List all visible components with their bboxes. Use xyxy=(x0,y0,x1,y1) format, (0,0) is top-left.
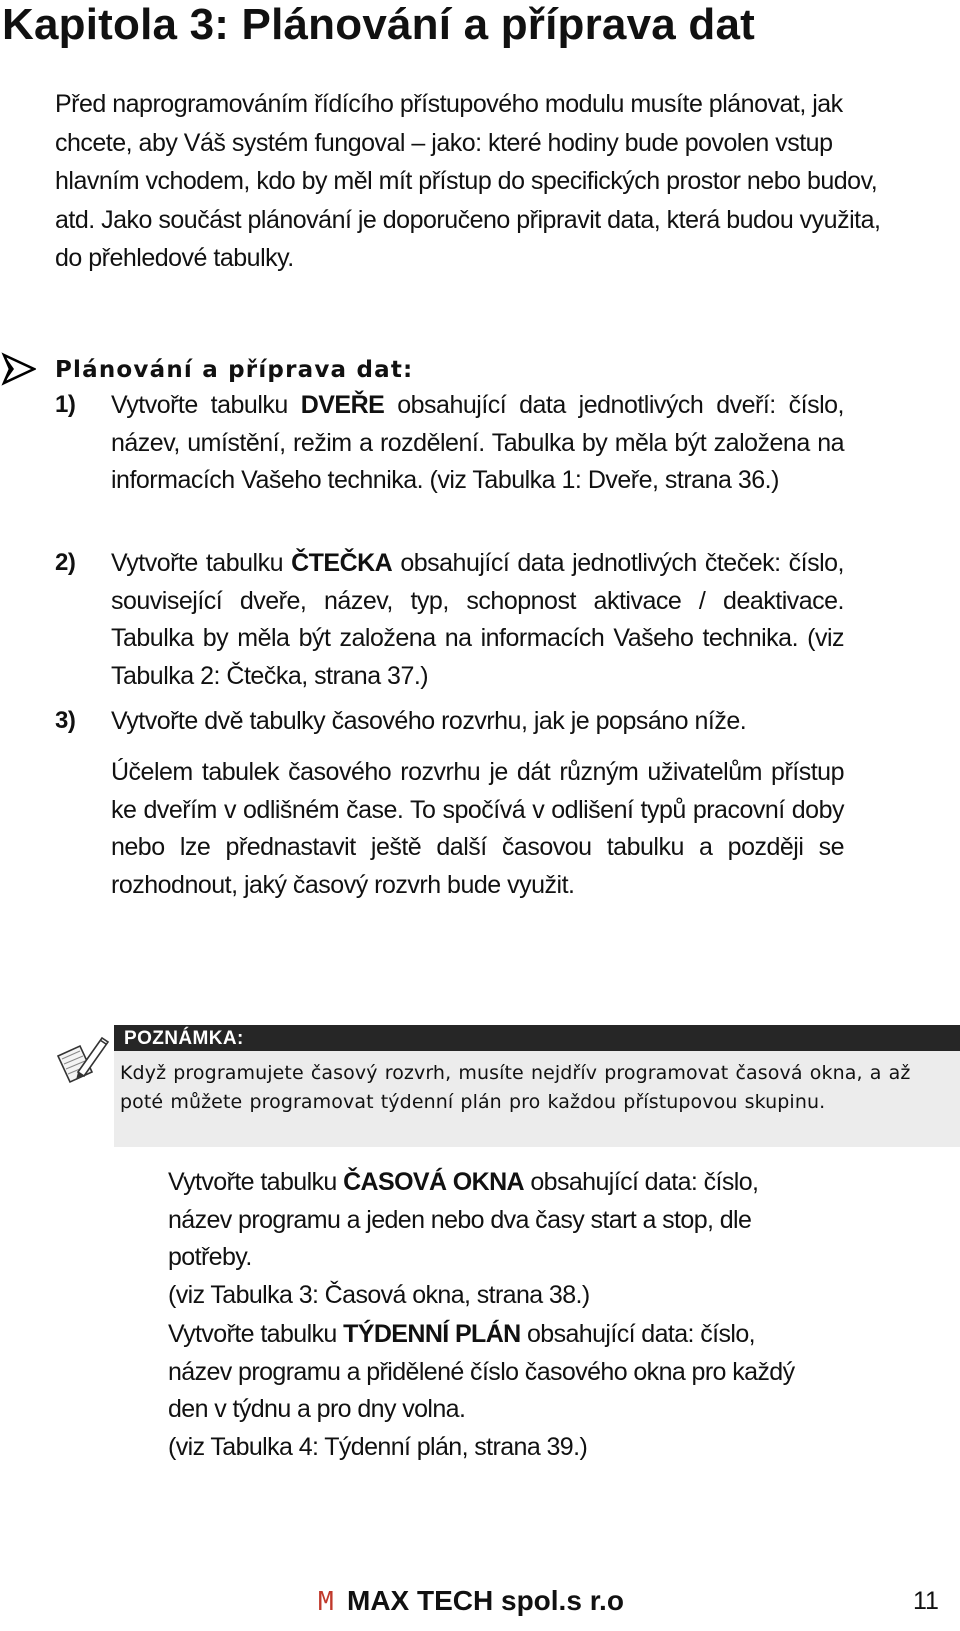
step-number: 3) xyxy=(55,707,76,734)
step-number: 2) xyxy=(55,549,76,576)
page-number: 11 xyxy=(913,1587,939,1615)
substep-weekly-plan: Vytvořte tabulku TÝDENNÍ PLÁN obsahující data: číslo, název programu a přidělené číslo časového okna pro každý den v týdnu a pro dny volna. (viz Tabulka 4: Týdenní plán, strana 39.) xyxy=(168,1320,795,1461)
substep-time-windows: Vytvořte tabulku ČASOVÁ OKNA obsahující data: číslo, název programu a jeden nebo dva časy start a stop, dle potřeby. (viz Tabulka 3: Časová okna, strana 38.) xyxy=(168,1168,759,1309)
intro-paragraph: Před naprogramováním řídícího přístupového modulu musíte plánovat, jak chcete, aby Váš systém fungoval – jako: které hodiny bude povolen vstup hlavním vchodem, kdo by měl mít přístup do specifických prostor nebo budov, atd. Jako součást plánování je doporučeno připravit data, která budou využita, do přehledové tabulky. xyxy=(55,90,881,272)
table-name-tydenni-plan: TÝDENNÍ PLÁN xyxy=(343,1320,521,1348)
substep-reference: (viz Tabulka 3: Časová okna, strana 38.) xyxy=(168,1280,590,1309)
step-3-text: Vytvořte dvě tabulky časového rozvrhu, jak je popsáno níže. xyxy=(111,707,747,735)
table-name-ctecka: ČTEČKA xyxy=(291,549,393,577)
table-name-casova-okna: ČASOVÁ OKNA xyxy=(343,1168,525,1196)
section-heading: Plánování a příprava dat: xyxy=(55,357,414,383)
company-logo: M xyxy=(318,1587,334,1617)
step-1-text: Vytvořte tabulku DVEŘE obsahující data jednotlivých dveří: číslo, název, umístění, režim a rozdělení. Tabulka by měla být založena na informacích Vašeho technika. (viz Tabulka 1: Dveře, strana 36.) xyxy=(111,391,844,494)
step-3-paragraph: Účelem tabulek časového rozvrhu je dát různým uživatelům přístup ke dveřím v odlišném čase. To spočívá v odlišení typů pracovní doby nebo lze přednastavit ještě další časovou tabulku a později se rozhodnout, jaký časový rozvrh bude využit. xyxy=(111,758,844,899)
step-2-text: Vytvořte tabulku ČTEČKA obsahující data jednotlivých čteček: číslo, související dveře, název, typ, schopnost aktivace / deaktivace. Tabulka by měla být založena na informacích Vašeho technika. (viz Tabulka 2: Čtečka, strana 37.) xyxy=(111,549,845,690)
arrow-bullet-icon xyxy=(0,352,36,386)
substep-reference: (viz Tabulka 4: Týdenní plán, strana 39.) xyxy=(168,1432,588,1461)
company-name: MAX TECH spol.s r.o xyxy=(347,1585,624,1616)
note-text: Když programujete časový rozvrh, musíte nejdřív programovat časová okna, a až poté můžete programovat týdenní plán pro každou přístupovou skupinu. xyxy=(120,1062,911,1113)
step-number: 1) xyxy=(55,391,76,418)
table-name-dvere: DVEŘE xyxy=(300,391,385,419)
pen-note-icon xyxy=(52,1032,112,1094)
note-label: POZNÁMKA: xyxy=(124,1028,244,1049)
page-title: Kapitola 3: Plánování a příprava dat xyxy=(2,0,755,49)
